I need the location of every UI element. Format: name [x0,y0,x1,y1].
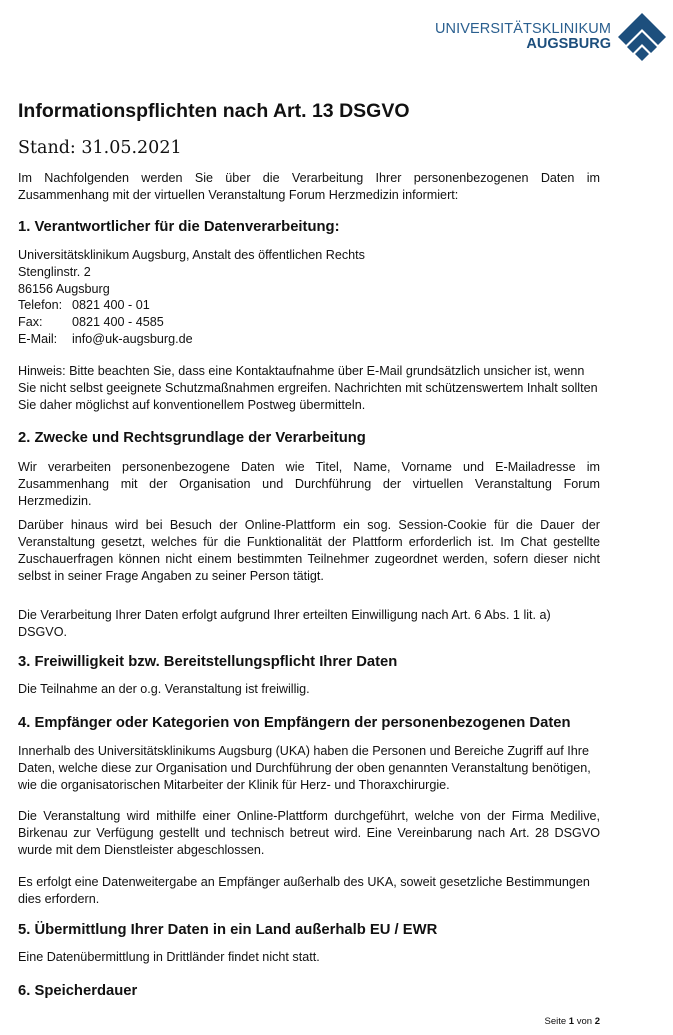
fax-label: Fax: [18,315,43,330]
section-1-heading: 1. Verantwortlicher für die Datenverarbeitung: [18,219,340,235]
section-2-paragraph-2: Darüber hinaus wird bei Besuch der Online-Plattform ein sog. Session-Cookie für die Dauer der Veranstaltung gesetzt, welches für die Funktionalität der Plattform erforderlich ist. Im Chat gestellte Zuschauerfragen können nicht einem bestimmten Teilnehmer zugeordnet werden, sofern dieser nicht selbst in seiner Frage Angaben zu seiner Person tätigt. [18,518,600,583]
document-date: Stand: 31.05.2021 [18,138,182,158]
logo-line1: UNIVERSITÄTSKLINIKUM [434,21,611,37]
document-title: Informationspflichten nach Art. 13 DSGVO [18,100,410,122]
email-label: E-Mail: [18,331,58,346]
section-5 [18,922,600,966]
section-3 [18,654,600,698]
phone-row [18,297,600,314]
logo-text [435,22,611,52]
section-1 [18,219,600,348]
section-4-paragraph-1: Innerhalb des Universitätsklinikums Augsburg (UKA) haben die Personen und Bereiche Zugriff auf Ihre Daten, welche diese zur Organisation und Durchführung der oben genannten Veranstaltung benötigen, wie die organisatorischen Mitarbeiter der Klinik für Herz- und Thoraxchirurgie. [18,744,591,792]
page-word: Seite [544,1016,567,1027]
fax-row [18,314,600,331]
section-1-note [18,363,600,414]
address-line-1: Universitätsklinikum Augsburg, Anstalt des öffentlichen Rechts [18,248,365,262]
page-number [545,1016,601,1027]
section-5-heading: 5. Übermittlung Ihrer Daten in ein Land außerhalb EU / EWR [18,922,438,938]
of-word: von [576,1016,593,1027]
section-4-p2-wrap [18,808,600,859]
controller-address [18,247,600,348]
email-row [18,331,600,348]
address-line-3: 86156 Augsburg [18,281,110,296]
address-line-2: Stenglinstr. 2 [18,264,91,279]
section-6-heading: 6. Speicherdauer [18,983,138,999]
section-3-paragraph-1: Die Teilnahme an der o.g. Veranstaltung ist freiwillig. [18,682,310,696]
intro-section [18,170,600,204]
phone-label: Telefon: [18,298,63,313]
phone-value: 0821 400 - 01 [72,298,150,313]
section-4-p1-wrap [18,743,600,794]
section-4-paragraph-3: Es erfolgt eine Datenweitergabe an Empfänger außerhalb des UKA, soweit gesetzliche Bestimmungen dies erfordern. [18,875,590,906]
section-2-heading: 2. Zwecke und Rechtsgrundlage der Verarbeitung [18,430,366,446]
section-4-paragraph-2: Die Veranstaltung wird mithilfe einer Online-Plattform durchgeführt, welche von der Firma Medilive, Birkenau zur Verfügung gestellt und technisch betreut wird. Eine Vereinbarung nach Art. 28 DSGVO wurde mit dem Dienstleister abgeschlossen. [18,809,600,857]
email-value: info@uk-augsburg.de [72,331,193,346]
section-4 [18,715,600,731]
page-current: 1 [568,1016,575,1027]
logo-line2: AUGSBURG [526,36,611,52]
section-3-heading: 3. Freiwilligkeit bzw. Bereitstellungspflicht Ihrer Daten [18,654,398,670]
email-security-note: Hinweis: Bitte beachten Sie, dass eine Kontaktaufnahme über E-Mail grundsätzlich unsicher ist, wenn Sie nicht selbst geeignete Schutzmaßnahmen ergreifen. Nachrichten mit schützenswertem Inhalt sollten Sie daher möglichst auf konventionellem Postweg übermitteln. [18,364,598,412]
section-2-paragraph-1: Wir verarbeiten personenbezogene Daten wie Titel, Name, Vorname und E-Mailadresse im Zusammenhang mit der Organisation und Durchführung der virtuellen Veranstaltung Forum Herzmedizin. [18,460,600,508]
section-2 [18,430,600,446]
section-2-paragraph-3: Die Verarbeitung Ihrer Daten erfolgt aufgrund Ihrer erteilten Einwilligung nach Art. 6 Abs. 1 lit. a) DSGVO. [18,608,551,639]
logo [435,12,667,62]
logo-diamond-icon [617,12,667,62]
section-2-p3-wrap [18,607,600,641]
fax-value: 0821 400 - 4585 [72,315,164,330]
section-6 [18,983,600,999]
section-4-heading: 4. Empfänger oder Kategorien von Empfängern der personenbezogenen Daten [18,715,571,731]
page-total: 2 [594,1016,600,1027]
intro-paragraph: Im Nachfolgenden werden Sie über die Verarbeitung Ihrer personenbezogenen Daten im Zusammenhang mit der virtuellen Veranstaltung Forum Herzmedizin informiert: [18,171,600,202]
section-4-p3-wrap [18,874,600,908]
section-5-paragraph-1: Eine Datenübermittlung in Drittländer findet nicht statt. [18,950,320,964]
section-2-p2-wrap [18,517,600,585]
section-2-p1-wrap [18,459,600,510]
